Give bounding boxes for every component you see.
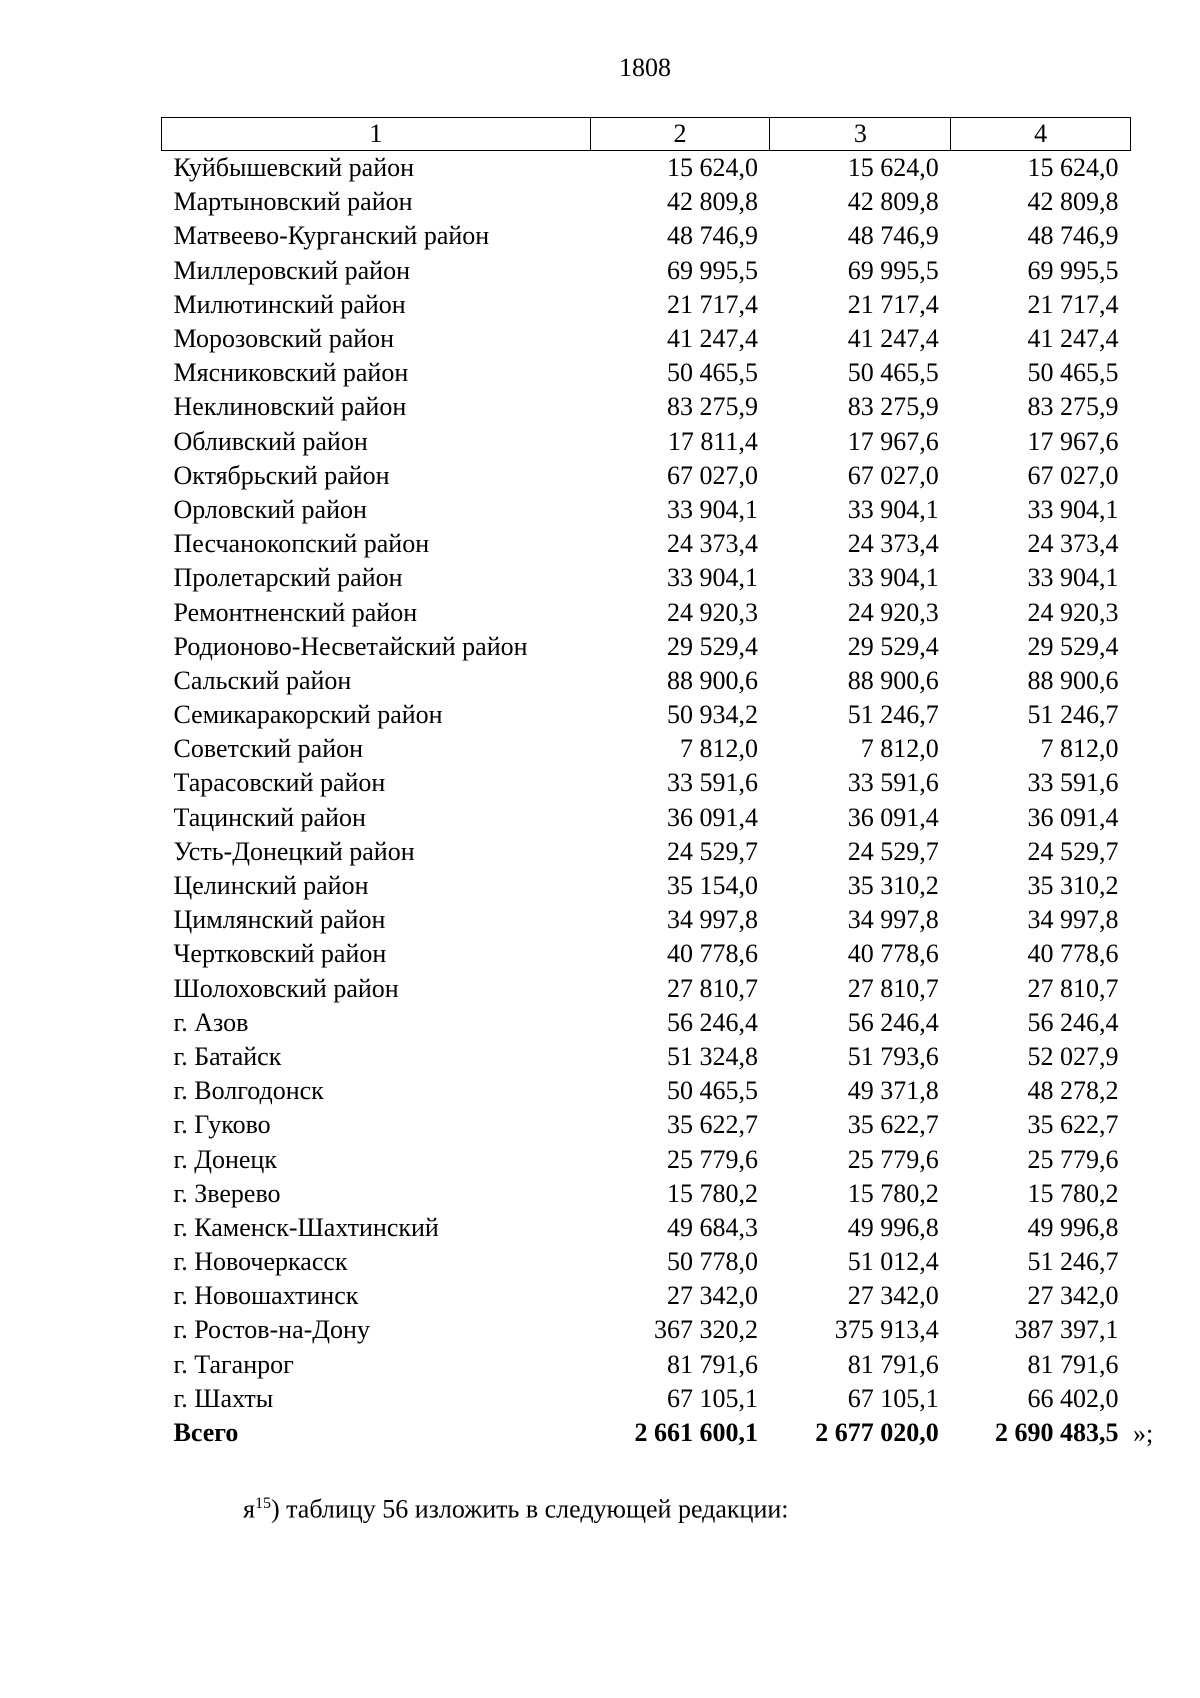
table-row xyxy=(162,1279,1131,1313)
table-row xyxy=(162,1177,1131,1211)
value-col-4: 24 373,4 xyxy=(1027,529,1119,559)
district-name: Советский район xyxy=(173,734,364,764)
table-row xyxy=(162,1108,1131,1142)
district-name: Семикаракорский район xyxy=(173,700,443,730)
value-col-4: 48 746,9 xyxy=(1027,221,1119,251)
table-header xyxy=(162,118,1131,151)
value-col-4: 40 778,6 xyxy=(1027,939,1119,969)
page-number: 1808 xyxy=(619,53,671,82)
value-col-4: 33 904,1 xyxy=(1027,494,1119,524)
value-col-4: 83 275,9 xyxy=(1027,392,1119,422)
table-row xyxy=(162,561,1131,595)
table-row xyxy=(162,1142,1131,1176)
value-col-3: 29 529,4 xyxy=(847,631,939,661)
table-row xyxy=(162,972,1131,1006)
value-col-2: 51 324,8 xyxy=(666,1041,758,1071)
value-col-4: 67 027,0 xyxy=(1027,460,1119,490)
footer-paragraph xyxy=(243,1486,789,1528)
value-col-2: 50 778,0 xyxy=(666,1247,758,1277)
budget-table xyxy=(161,117,1131,1450)
value-col-3: 36 091,4 xyxy=(847,802,939,832)
value-col-2: 29 529,4 xyxy=(666,631,758,661)
value-col-2: 49 684,3 xyxy=(666,1212,758,1242)
table-row xyxy=(162,151,1131,186)
value-col-4: 24 920,3 xyxy=(1027,597,1119,627)
district-name: г. Гуково xyxy=(173,1110,271,1140)
value-col-4: 35 622,7 xyxy=(1027,1110,1119,1140)
value-col-4: 15 624,0 xyxy=(1027,153,1119,183)
value-col-3: 34 997,8 xyxy=(847,905,939,935)
district-name: Миллеровский район xyxy=(173,255,411,285)
value-col-2: 67 027,0 xyxy=(666,460,758,490)
value-col-3: 27 810,7 xyxy=(847,973,939,1003)
district-name: Песчанокопский район xyxy=(173,529,430,559)
total-row xyxy=(162,1416,1131,1450)
district-name: Мясниковский район xyxy=(173,358,409,388)
table-row xyxy=(162,1348,1131,1382)
table-row xyxy=(162,288,1131,322)
value-col-2: 42 809,8 xyxy=(666,187,758,217)
district-name: Неклиновский район xyxy=(173,392,407,422)
value-col-2: 27 810,7 xyxy=(666,973,758,1003)
district-name: г. Донецк xyxy=(173,1144,277,1174)
value-col-3: 33 904,1 xyxy=(847,494,939,524)
district-name: г. Волгодонск xyxy=(173,1076,324,1106)
value-col-4: 29 529,4 xyxy=(1027,631,1119,661)
district-name: г. Новошахтинск xyxy=(173,1281,359,1311)
district-name: г. Таганрог xyxy=(173,1349,294,1379)
value-col-2: 40 778,6 xyxy=(666,939,758,969)
value-col-4: 15 780,2 xyxy=(1027,1178,1119,1208)
total-col-3: 2 677 020,0 xyxy=(815,1418,939,1448)
total-col-4: 2 690 483,5 xyxy=(995,1418,1119,1448)
district-name: Тацинский район xyxy=(173,802,366,832)
district-name: Родионово-Несветайский район xyxy=(173,631,528,661)
value-col-3: 50 465,5 xyxy=(847,358,939,388)
table-row xyxy=(162,493,1131,527)
value-col-2: 33 591,6 xyxy=(666,768,758,798)
value-col-4: 51 246,7 xyxy=(1027,700,1119,730)
value-col-3: 33 904,1 xyxy=(847,563,939,593)
table-row xyxy=(162,1006,1131,1040)
column-header-4: 4 xyxy=(951,118,1131,151)
table-row xyxy=(162,835,1131,869)
district-name: Шолоховский район xyxy=(173,973,399,1003)
value-col-3: 25 779,6 xyxy=(847,1144,939,1174)
table-row xyxy=(162,903,1131,937)
footer-prefix: я xyxy=(243,1494,255,1524)
value-col-2: 34 997,8 xyxy=(666,905,758,935)
value-col-3: 15 780,2 xyxy=(847,1178,939,1208)
value-col-3: 35 310,2 xyxy=(847,871,939,901)
district-name: Ремонтненский район xyxy=(173,597,418,627)
value-col-3: 7 812,0 xyxy=(860,734,939,764)
value-col-4: 33 904,1 xyxy=(1027,563,1119,593)
column-header-3: 3 xyxy=(770,118,951,151)
value-col-2: 50 465,5 xyxy=(666,358,758,388)
district-name: Целинский район xyxy=(173,871,369,901)
table-row xyxy=(162,459,1131,493)
value-col-3: 35 622,7 xyxy=(847,1110,939,1140)
table-row xyxy=(162,254,1131,288)
value-col-2: 367 320,2 xyxy=(653,1315,758,1345)
value-col-2: 48 746,9 xyxy=(666,221,758,251)
value-col-3: 51 246,7 xyxy=(847,700,939,730)
district-name: Мартыновский район xyxy=(173,187,413,217)
district-name: г. Азов xyxy=(173,1007,249,1037)
value-col-4: 50 465,5 xyxy=(1027,358,1119,388)
table-row xyxy=(162,732,1131,766)
district-name: г. Зверево xyxy=(173,1178,281,1208)
value-col-3: 49 371,8 xyxy=(847,1076,939,1106)
value-col-2: 15 624,0 xyxy=(666,153,758,183)
value-col-4: 17 967,6 xyxy=(1027,426,1119,456)
district-name: Обливский район xyxy=(173,426,368,456)
table-row xyxy=(162,937,1131,971)
value-col-2: 24 373,4 xyxy=(666,529,758,559)
table-row xyxy=(162,1245,1131,1279)
value-col-4: 36 091,4 xyxy=(1027,802,1119,832)
table-row xyxy=(162,664,1131,698)
value-col-3: 41 247,4 xyxy=(847,324,939,354)
value-col-3: 24 920,3 xyxy=(847,597,939,627)
table-row xyxy=(162,1313,1131,1347)
value-col-4: 7 812,0 xyxy=(1040,734,1119,764)
value-col-2: 27 342,0 xyxy=(666,1281,758,1311)
value-col-2: 21 717,4 xyxy=(666,289,758,319)
district-name: Матвеево-Курганский район xyxy=(173,221,490,251)
table-row xyxy=(162,630,1131,664)
district-name: Октябрьский район xyxy=(173,460,390,490)
column-header-1: 1 xyxy=(162,118,591,151)
table-row xyxy=(162,356,1131,390)
value-col-3: 375 913,4 xyxy=(834,1315,939,1345)
value-col-4: 387 397,1 xyxy=(1014,1315,1119,1345)
table-row xyxy=(162,219,1131,253)
value-col-3: 69 995,5 xyxy=(847,255,939,285)
table-row xyxy=(162,869,1131,903)
value-col-3: 83 275,9 xyxy=(847,392,939,422)
value-col-3: 81 791,6 xyxy=(847,1349,939,1379)
district-name: Сальский район xyxy=(173,665,352,695)
value-col-3: 56 246,4 xyxy=(847,1007,939,1037)
table-body xyxy=(162,151,1131,1451)
table-row xyxy=(162,801,1131,835)
value-col-4: 56 246,4 xyxy=(1027,1007,1119,1037)
value-col-2: 50 934,2 xyxy=(666,700,758,730)
value-col-4: 88 900,6 xyxy=(1027,665,1119,695)
value-col-2: 56 246,4 xyxy=(666,1007,758,1037)
district-name: г. Новочеркасск xyxy=(173,1247,348,1277)
table-row xyxy=(162,766,1131,800)
column-header-2: 2 xyxy=(590,118,770,151)
value-col-4: 48 278,2 xyxy=(1027,1076,1119,1106)
value-col-2: 67 105,1 xyxy=(666,1383,758,1413)
value-col-3: 24 529,7 xyxy=(847,836,939,866)
value-col-2: 7 812,0 xyxy=(679,734,758,764)
value-col-4: 35 310,2 xyxy=(1027,871,1119,901)
quote-end-mark: »; xyxy=(1133,1419,1154,1448)
district-name: Пролетарский район xyxy=(173,563,403,593)
district-name: г. Шахты xyxy=(173,1383,274,1413)
district-name: Усть-Донецкий район xyxy=(173,836,415,866)
district-name: Орловский район xyxy=(173,494,367,524)
value-col-2: 41 247,4 xyxy=(666,324,758,354)
district-name: Чертковский район xyxy=(173,939,387,969)
table-row xyxy=(162,527,1131,561)
value-col-3: 33 591,6 xyxy=(847,768,939,798)
footer-superscript: 15 xyxy=(254,1495,271,1512)
value-col-3: 42 809,8 xyxy=(847,187,939,217)
value-col-2: 25 779,6 xyxy=(666,1144,758,1174)
value-col-4: 25 779,6 xyxy=(1027,1144,1119,1174)
table-row xyxy=(162,185,1131,219)
table-row xyxy=(162,1040,1131,1074)
value-col-2: 15 780,2 xyxy=(666,1178,758,1208)
total-col-2: 2 661 600,1 xyxy=(634,1418,758,1448)
district-name: Милютинский район xyxy=(173,289,406,319)
table-row xyxy=(162,390,1131,424)
value-col-4: 52 027,9 xyxy=(1027,1041,1119,1071)
value-col-3: 27 342,0 xyxy=(847,1281,939,1311)
value-col-4: 49 996,8 xyxy=(1027,1212,1119,1242)
value-col-3: 67 027,0 xyxy=(847,460,939,490)
table-row xyxy=(162,322,1131,356)
value-col-4: 27 342,0 xyxy=(1027,1281,1119,1311)
value-col-4: 51 246,7 xyxy=(1027,1247,1119,1277)
table-row xyxy=(162,595,1131,629)
value-col-2: 33 904,1 xyxy=(666,494,758,524)
district-name: Куйбышевский район xyxy=(173,153,415,183)
total-label: Всего xyxy=(173,1418,239,1448)
value-col-3: 15 624,0 xyxy=(847,153,939,183)
value-col-3: 67 105,1 xyxy=(847,1383,939,1413)
value-col-3: 49 996,8 xyxy=(847,1212,939,1242)
value-col-4: 21 717,4 xyxy=(1027,289,1119,319)
value-col-3: 24 373,4 xyxy=(847,529,939,559)
value-col-4: 24 529,7 xyxy=(1027,836,1119,866)
value-col-3: 17 967,6 xyxy=(847,426,939,456)
district-name: г. Батайск xyxy=(173,1041,282,1071)
district-name: г. Ростов-на-Дону xyxy=(173,1315,370,1345)
table-row xyxy=(162,1211,1131,1245)
value-col-4: 66 402,0 xyxy=(1027,1383,1119,1413)
value-col-2: 35 622,7 xyxy=(666,1110,758,1140)
value-col-4: 34 997,8 xyxy=(1027,905,1119,935)
value-col-2: 69 995,5 xyxy=(666,255,758,285)
district-name: Цимлянский район xyxy=(173,905,386,935)
value-col-4: 27 810,7 xyxy=(1027,973,1119,1003)
value-col-2: 81 791,6 xyxy=(666,1349,758,1379)
value-col-2: 35 154,0 xyxy=(666,871,758,901)
value-col-3: 51 012,4 xyxy=(847,1247,939,1277)
district-name: Морозовский район xyxy=(173,324,395,354)
value-col-3: 40 778,6 xyxy=(847,939,939,969)
value-col-2: 83 275,9 xyxy=(666,392,758,422)
value-col-2: 24 529,7 xyxy=(666,836,758,866)
value-col-2: 24 920,3 xyxy=(666,597,758,627)
district-name: Тарасовский район xyxy=(173,768,386,798)
value-col-3: 88 900,6 xyxy=(847,665,939,695)
value-col-4: 33 591,6 xyxy=(1027,768,1119,798)
table-row xyxy=(162,1074,1131,1108)
footer-text: ) таблицу 56 изложить в следующей редакции: xyxy=(270,1494,789,1524)
value-col-4: 69 995,5 xyxy=(1027,255,1119,285)
value-col-4: 81 791,6 xyxy=(1027,1349,1119,1379)
table-row xyxy=(162,698,1131,732)
value-col-2: 36 091,4 xyxy=(666,802,758,832)
value-col-4: 42 809,8 xyxy=(1027,187,1119,217)
value-col-3: 21 717,4 xyxy=(847,289,939,319)
value-col-3: 51 793,6 xyxy=(847,1041,939,1071)
district-name: г. Каменск-Шахтинский xyxy=(173,1212,439,1242)
value-col-2: 50 465,5 xyxy=(666,1076,758,1106)
value-col-4: 41 247,4 xyxy=(1027,324,1119,354)
value-col-2: 17 811,4 xyxy=(667,426,758,456)
table-row xyxy=(162,1382,1131,1416)
value-col-3: 48 746,9 xyxy=(847,221,939,251)
value-col-2: 33 904,1 xyxy=(666,563,758,593)
value-col-2: 88 900,6 xyxy=(666,665,758,695)
table-row xyxy=(162,425,1131,459)
